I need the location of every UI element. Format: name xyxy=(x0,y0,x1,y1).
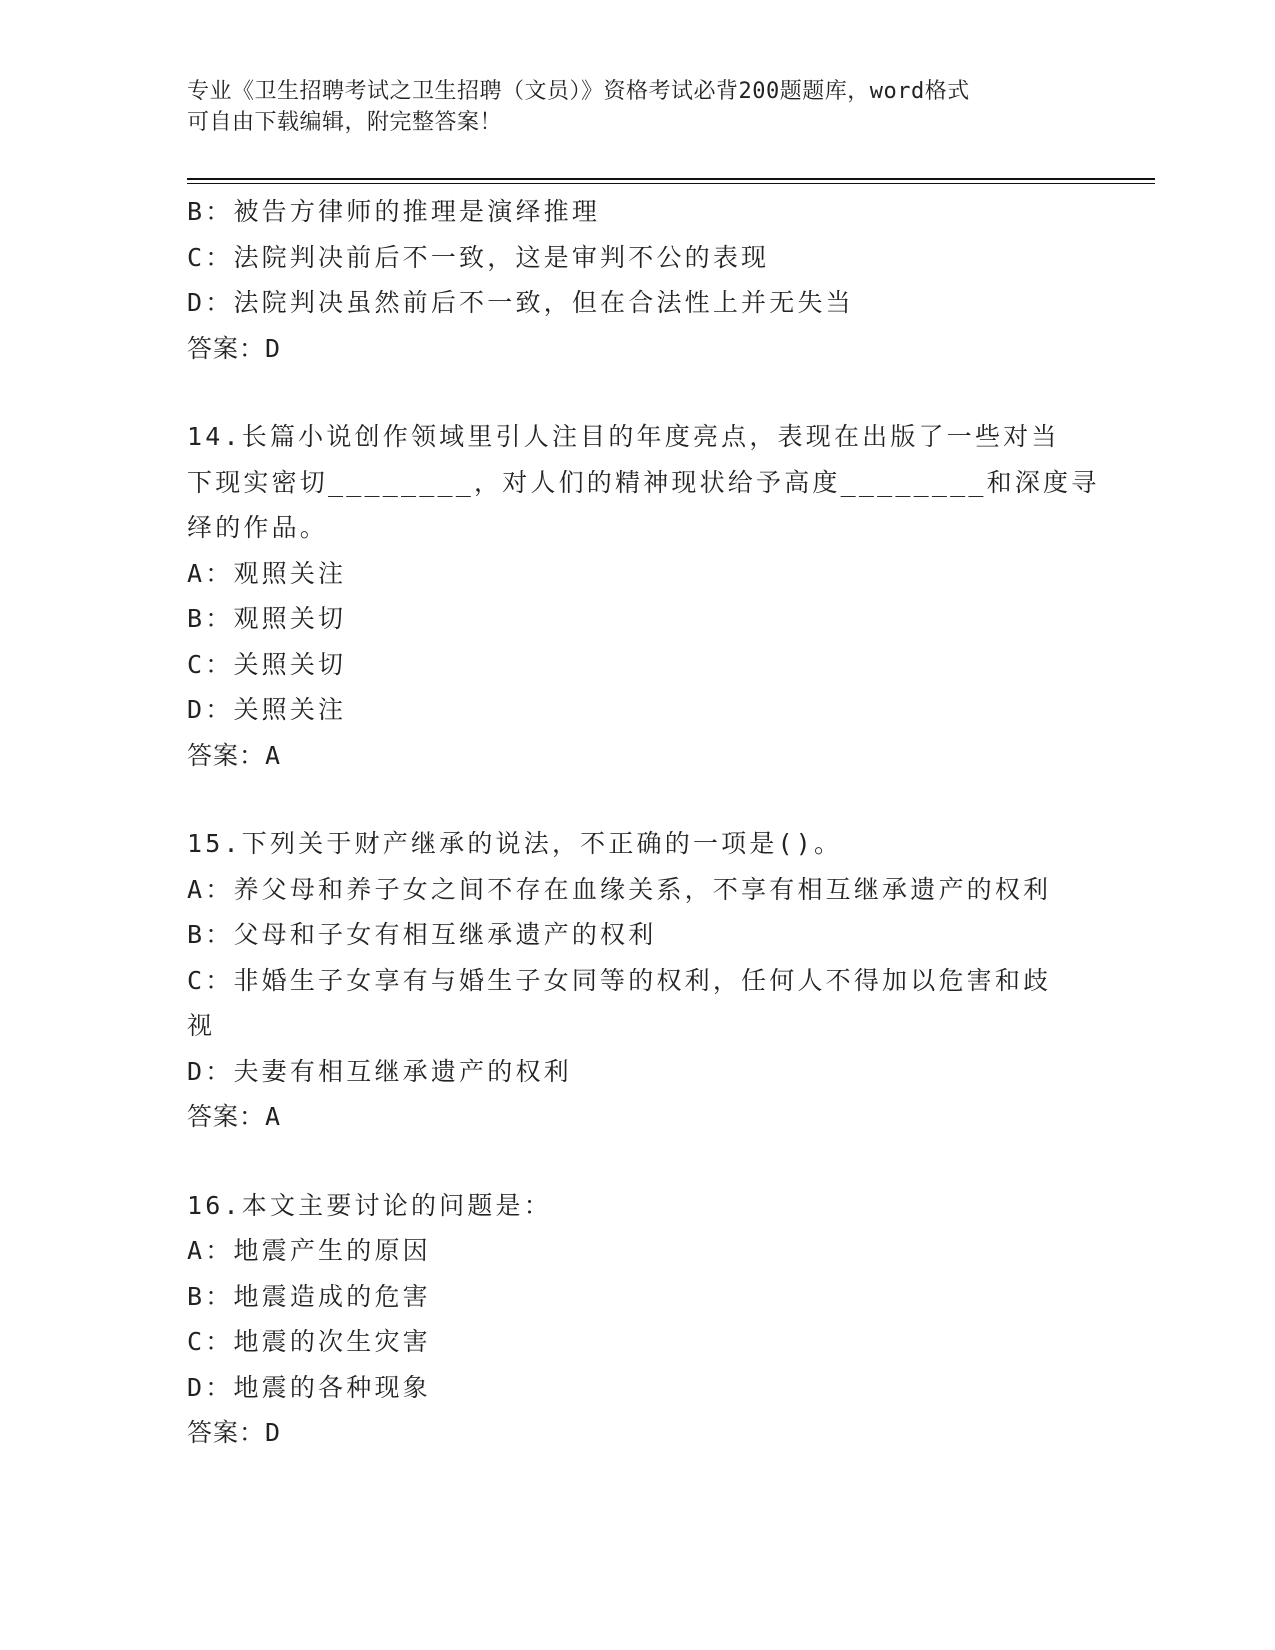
question-stem: 15.下列关于财产继承的说法，不正确的一项是()。 xyxy=(187,829,843,858)
option-c: C：关照关切 xyxy=(187,649,347,679)
header-divider-thin xyxy=(187,183,1155,184)
option-d: D：地震的各种现象 xyxy=(187,1372,431,1402)
answer: 答案：D xyxy=(187,1418,282,1447)
question-13-continued xyxy=(187,189,1087,371)
question-16 xyxy=(187,1183,1087,1456)
header-line-2: 可自由下载编辑，附完整答案！ xyxy=(187,110,503,135)
question-stem: 绎的作品。 xyxy=(187,513,329,542)
option-d: D：关照关注 xyxy=(187,695,347,724)
question-14 xyxy=(187,414,1100,778)
answer: 答案：D xyxy=(187,333,282,363)
option-b: B：地震造成的危害 xyxy=(187,1281,431,1311)
answer: 答案：A xyxy=(187,740,282,770)
document-header xyxy=(187,76,1087,138)
option-a: A：观照关注 xyxy=(187,558,347,588)
header-line-1: 专业《卫生招聘考试之卫生招聘（文员）》资格考试必背200题题库，word格式 xyxy=(187,79,970,104)
option-a: A：地震产生的原因 xyxy=(187,1236,431,1265)
option-b: B：观照关切 xyxy=(187,604,347,633)
spacer xyxy=(187,371,1087,414)
question-stem: 14.长篇小说创作领域里引人注目的年度亮点，表现在出版了一些对当 xyxy=(187,422,1060,451)
option-d: D：夫妻有相互继承遗产的权利 xyxy=(187,1056,572,1086)
option-c-continued: 视 xyxy=(187,1011,216,1040)
option-b: B：被告方律师的推理是演绎推理 xyxy=(187,197,601,226)
spacer xyxy=(187,778,1087,821)
option-c: C：法院判决前后不一致，这是审判不公的表现 xyxy=(187,242,770,272)
question-15 xyxy=(187,821,1087,1140)
spacer xyxy=(187,1140,1087,1183)
question-list xyxy=(187,189,1100,1456)
option-a: A：养父母和养子女之间不存在血缘关系，不享有相互继承遗产的权利 xyxy=(187,874,1052,904)
question-stem: 16.本文主要讨论的问题是： xyxy=(187,1190,552,1220)
header-divider-thick xyxy=(187,178,1155,180)
option-c: C：地震的次生灾害 xyxy=(187,1327,431,1356)
question-stem: 下现实密切________，对人们的精神现状给予高度________和深度寻 xyxy=(187,467,1100,497)
option-d: D：法院判决虽然前后不一致，但在合法性上并无失当 xyxy=(187,288,854,317)
option-c: C：非婚生子女享有与婚生子女同等的权利，任何人不得加以危害和歧 xyxy=(187,965,1052,995)
answer: 答案：A xyxy=(187,1102,282,1131)
option-b: B：父母和子女有相互继承遗产的权利 xyxy=(187,920,657,949)
